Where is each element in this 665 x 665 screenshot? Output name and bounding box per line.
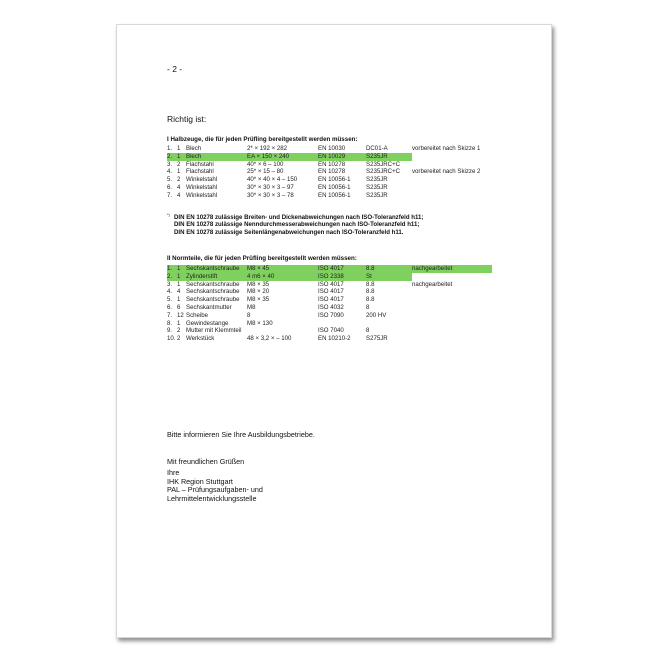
cell-pos: 1. bbox=[167, 265, 177, 273]
cell-norm: ISO 4017 bbox=[318, 265, 366, 273]
info-text: Bitte informieren Sie Ihre Ausbildungsbetriebe. bbox=[167, 430, 315, 439]
table-row bbox=[167, 327, 492, 335]
cell-qty: 1 bbox=[177, 273, 186, 281]
cell-pos: 7. bbox=[167, 191, 173, 199]
cell-mat: 8.8 bbox=[366, 296, 375, 304]
cell-qty: 1 bbox=[177, 265, 186, 273]
cell-pos: 2. bbox=[167, 153, 177, 161]
cell-note bbox=[412, 304, 492, 312]
cell-note: nachgearbeitet bbox=[412, 265, 492, 273]
cell-dim: EA × 150 × 240 bbox=[247, 153, 318, 161]
cell-qty: 1 bbox=[177, 153, 186, 161]
cell-name: Sechskantschraube bbox=[186, 296, 240, 304]
cell-note bbox=[412, 153, 492, 161]
cell-pos: 5. bbox=[167, 296, 173, 304]
footnote-mark: *) bbox=[167, 212, 170, 217]
cell-pos: 9. bbox=[167, 327, 173, 335]
cell-note: nachgearbeitet bbox=[412, 280, 453, 288]
cell-norm: ISO 4017 bbox=[318, 296, 344, 304]
cell-mat: DC01-A bbox=[366, 145, 388, 152]
cell-mat: S235JRC+C bbox=[366, 160, 401, 168]
cell-mat: 8.8 bbox=[366, 280, 375, 288]
cell-note bbox=[412, 296, 492, 304]
cell-norm: ISO 7090 bbox=[318, 311, 344, 319]
cell-note: vorbereitet nach Skizze 1 bbox=[412, 145, 481, 152]
cell-dim: M8 × 130 bbox=[247, 319, 273, 327]
cell-mat bbox=[366, 320, 412, 328]
table-row bbox=[167, 320, 492, 328]
cell-mat: 8.8 bbox=[366, 265, 412, 273]
cell-name: Werkstück bbox=[186, 335, 215, 343]
cell-note bbox=[412, 288, 492, 296]
cell-qty: 4 bbox=[177, 191, 181, 199]
page-heading: Richtig ist: bbox=[167, 114, 207, 124]
cell-qty: 6 bbox=[177, 303, 181, 311]
cell-qty: 2 bbox=[177, 160, 181, 168]
cell-name: Flachstahl bbox=[186, 160, 214, 168]
cell-note bbox=[412, 312, 492, 320]
cell-norm: ISO 4032 bbox=[318, 303, 344, 311]
cell-pos: 10. bbox=[167, 335, 176, 343]
cell-qty: 2 bbox=[177, 335, 181, 343]
cell-pos: 7. bbox=[167, 311, 173, 319]
cell-norm bbox=[318, 320, 366, 328]
table-row bbox=[167, 168, 492, 176]
cell-dim: 48 × 3,2 × – 100 bbox=[247, 335, 292, 343]
cell-dim: 40* × 6 – 100 bbox=[247, 160, 284, 168]
cell-mat: 8 bbox=[366, 327, 370, 335]
table-row bbox=[167, 296, 492, 304]
cell-name: Sechskantschraube bbox=[186, 265, 247, 273]
cell-pos: 4. bbox=[167, 288, 173, 296]
table-row bbox=[167, 304, 492, 312]
cell-dim: 2* × 192 × 282 bbox=[247, 145, 287, 152]
cell-norm: EN 10210-2 bbox=[318, 335, 351, 343]
table-row bbox=[167, 161, 492, 169]
table-row bbox=[167, 145, 492, 153]
cell-norm: EN 10056-1 bbox=[318, 183, 351, 191]
cell-dim bbox=[247, 327, 318, 335]
cell-mat: S235JR bbox=[366, 191, 388, 199]
cell-mat: 200 HV bbox=[366, 311, 387, 319]
cell-note: vorbereitet nach Skizze 2 bbox=[412, 168, 481, 176]
standard-parts-table bbox=[167, 265, 492, 343]
cell-pos: 3. bbox=[167, 280, 173, 288]
cell-mat: S235JR bbox=[366, 183, 388, 191]
cell-pos: 6. bbox=[167, 303, 173, 311]
signature-block bbox=[167, 469, 263, 503]
cell-mat: St bbox=[366, 273, 412, 281]
cell-norm: ISO 4017 bbox=[318, 288, 344, 296]
cell-note bbox=[412, 273, 492, 281]
cell-norm: ISO 2338 bbox=[318, 273, 366, 281]
semi-finished-table bbox=[167, 145, 492, 200]
cell-qty: 1 bbox=[177, 168, 181, 176]
table-row bbox=[167, 312, 492, 320]
cell-norm: EN 10030 bbox=[318, 145, 346, 152]
cell-mat: S235JRC+C bbox=[366, 168, 401, 176]
cell-dim: 40* × 40 × 4 – 150 bbox=[247, 176, 298, 184]
cell-mat: 8.8 bbox=[366, 288, 375, 296]
table-row bbox=[167, 265, 492, 273]
table-row bbox=[167, 335, 492, 343]
cell-note bbox=[412, 176, 492, 184]
cell-note bbox=[412, 320, 492, 328]
cell-name: Scheibe bbox=[186, 311, 209, 319]
cell-mat: S235JR bbox=[366, 176, 388, 184]
signature-line: Ihre bbox=[167, 468, 180, 477]
cell-norm: EN 10056-1 bbox=[318, 191, 351, 199]
cell-dim: M8 × 45 bbox=[247, 265, 318, 273]
cell-name: Mutter mit Klemmteil bbox=[186, 327, 242, 335]
table-row bbox=[167, 288, 492, 296]
cell-qty: 1 bbox=[177, 280, 181, 288]
cell-note bbox=[412, 335, 492, 343]
cell-note bbox=[412, 184, 492, 192]
cell-note bbox=[412, 327, 492, 335]
section-1-title: I Halbzeuge, die für jeden Prüfling bereitgestellt werden müssen: bbox=[167, 136, 358, 143]
footnote-line: DIN EN 10278 zulässige Seitenlängenabweichungen nach ISO-Toleranzfeld h11. bbox=[174, 228, 404, 236]
cell-qty: 1 bbox=[177, 319, 181, 327]
table-row bbox=[167, 281, 492, 289]
cell-pos: 6. bbox=[167, 183, 173, 191]
cell-dim: M8 × 35 bbox=[247, 296, 270, 304]
signature-line: IHK Region Stuttgart bbox=[167, 476, 233, 486]
cell-dim: 4 m6 × 40 bbox=[247, 273, 318, 281]
cell-qty: 12 bbox=[177, 311, 184, 319]
cell-norm: ISO 4017 bbox=[318, 280, 344, 288]
cell-qty: 4 bbox=[177, 288, 181, 296]
cell-name: Blech bbox=[186, 145, 202, 152]
cell-norm: EN 10056-1 bbox=[318, 176, 351, 184]
cell-name: Winkelstahl bbox=[186, 183, 218, 191]
cell-name: Sechskantschraube bbox=[186, 280, 240, 288]
cell-name: Winkelstahl bbox=[186, 176, 218, 184]
document-page bbox=[116, 24, 552, 638]
section-2-title: II Normteile, die für jeden Prüfling bereitgestellt werden müssen: bbox=[167, 255, 357, 262]
page-number: - 2 - bbox=[167, 64, 183, 74]
table-row bbox=[167, 176, 492, 184]
cell-dim: M8 bbox=[247, 303, 256, 311]
cell-dim: 8 bbox=[247, 311, 251, 319]
greeting: Mit freundlichen Grüßen bbox=[167, 457, 245, 466]
cell-dim: M8 × 20 bbox=[247, 288, 270, 296]
cell-mat: 8 bbox=[366, 303, 370, 311]
cell-dim: 25* × 15 – 80 bbox=[247, 168, 284, 176]
cell-qty: 2 bbox=[177, 327, 181, 335]
cell-note bbox=[412, 192, 492, 200]
cell-pos: 8. bbox=[167, 319, 173, 327]
cell-norm: EN 10278 bbox=[318, 160, 346, 168]
cell-name: Winkelstahl bbox=[186, 191, 218, 199]
table-row bbox=[167, 184, 492, 192]
cell-qty: 4 bbox=[177, 183, 181, 191]
table-row bbox=[167, 273, 492, 281]
table-row bbox=[167, 153, 492, 161]
cell-norm: EN 10029 bbox=[318, 153, 366, 161]
cell-name: Flachstahl bbox=[186, 168, 214, 176]
cell-name: Sechskantschraube bbox=[186, 288, 240, 296]
cell-pos: 2. bbox=[167, 273, 177, 281]
cell-qty: 2 bbox=[177, 176, 181, 184]
cell-dim: 30* × 30 × 3 – 78 bbox=[247, 191, 294, 199]
cell-qty: 1 bbox=[177, 145, 181, 152]
table-row bbox=[167, 192, 492, 200]
cell-name: Zylinderstift bbox=[186, 273, 247, 281]
signature-line: PAL – Prüfungsaufgaben- und bbox=[167, 485, 263, 495]
cell-pos: 5. bbox=[167, 176, 173, 184]
footnote-line: DIN EN 10278 zulässige Breiten- und Dickenabweichungen nach ISO-Toleranzfeld h11; bbox=[174, 214, 424, 221]
footnote-line: DIN EN 10278 zulässige Nenndurchmesserabweichungen nach ISO-Toleranzfeld h11; bbox=[174, 221, 420, 229]
cell-dim: M8 × 35 bbox=[247, 280, 270, 288]
cell-norm: ISO 7040 bbox=[318, 327, 344, 335]
cell-note bbox=[412, 161, 492, 169]
footnote bbox=[167, 212, 424, 236]
cell-name: Gewindestange bbox=[186, 319, 229, 327]
cell-qty: 1 bbox=[177, 296, 181, 304]
signature-line: Lehrmittelentwicklungsstelle bbox=[167, 493, 257, 503]
cell-mat: S275JR bbox=[366, 335, 388, 343]
cell-norm: EN 10278 bbox=[318, 168, 346, 176]
cell-dim: 30* × 30 × 3 – 97 bbox=[247, 183, 294, 191]
cell-pos: 4. bbox=[167, 168, 173, 176]
cell-name: Blech bbox=[186, 153, 247, 161]
cell-mat: S235JR bbox=[366, 153, 412, 161]
cell-pos: 1. bbox=[167, 145, 173, 152]
cell-pos: 3. bbox=[167, 160, 173, 168]
cell-name: Sechskantmutter bbox=[186, 303, 232, 311]
